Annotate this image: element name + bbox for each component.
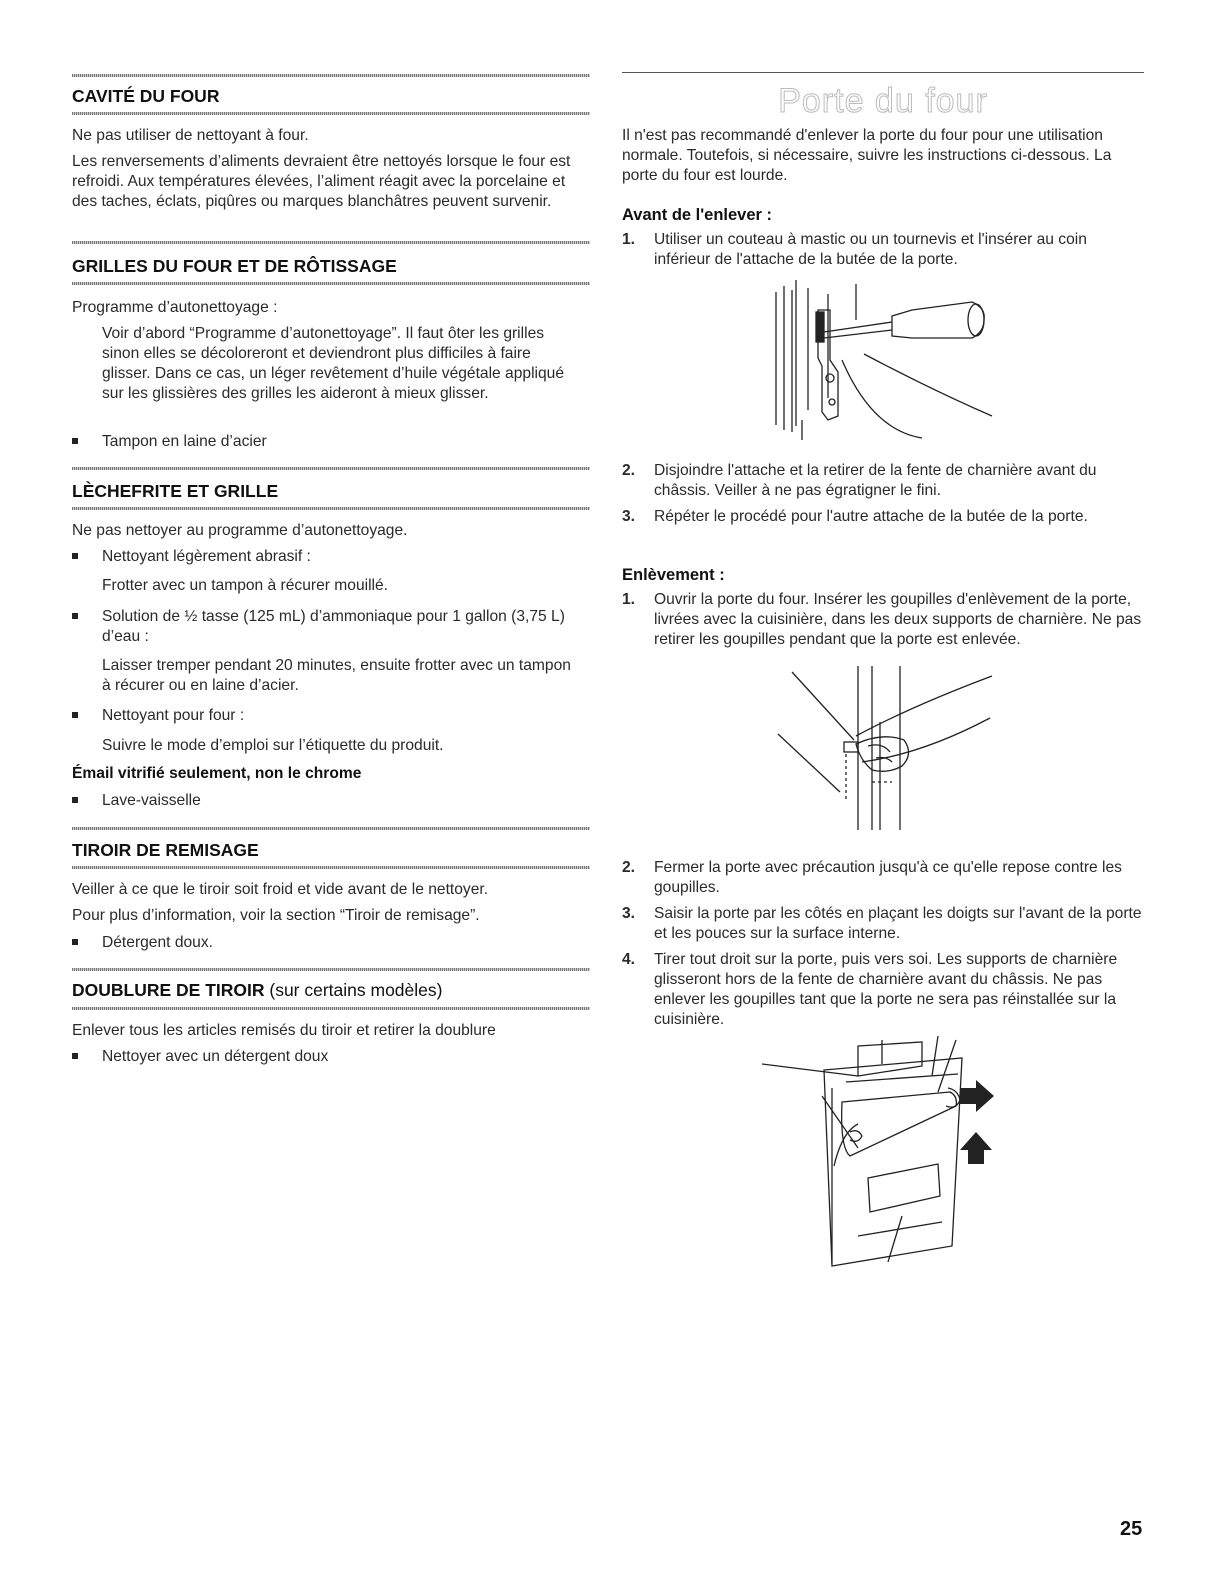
- screwdriver-insert-illustration: [772, 280, 1012, 450]
- hinge-pin-figure: [772, 662, 1002, 834]
- arrow-right-icon: [960, 1080, 994, 1112]
- section-title-lechefrite: LÈCHEFRITE ET GRILLE: [72, 481, 279, 501]
- page-title: Porte du four: [778, 82, 988, 120]
- tiroir-p2: Pour plus d’information, voir la section “Tiroir de remisage”.: [72, 907, 480, 924]
- cavite-p2: Les renversements d’aliments devraient être nettoyés lorsque le four est refroidi. Aux températures élevées, l’aliment réagit avec la porcelaine et des taches, éclats, piqûres ou marques blanchâtres peuvent survenir.: [72, 153, 571, 210]
- cavite-p1: Ne pas utiliser de nettoyant à four.: [72, 127, 309, 144]
- section-rule: [72, 112, 590, 115]
- enlevement-heading: Enlèvement :: [622, 566, 725, 584]
- section-rule: [72, 241, 590, 244]
- lechefrite-p4: Suivre le mode d’emploi sur l’étiquette du produit.: [102, 737, 444, 754]
- section-title-grilles: GRILLES DU FOUR ET DE RÔTISSAGE: [72, 256, 397, 276]
- door-removal-illustration: [762, 1036, 1002, 1270]
- bullet-icon: [72, 613, 78, 619]
- hinge-pin-illustration: [772, 662, 1002, 834]
- section-rule: [72, 1007, 590, 1010]
- section-rule: [72, 467, 590, 470]
- lechefrite-p2: Frotter avec un tampon à récurer mouillé.: [102, 577, 389, 594]
- section-title-tiroir: TIROIR DE REMISAGE: [72, 840, 259, 860]
- bullet-icon: [72, 438, 78, 444]
- bullet-icon: [72, 797, 78, 803]
- section-title-doublure: DOUBLURE DE TIROIR (sur certains modèles): [72, 980, 443, 1000]
- section-rule: [72, 866, 590, 869]
- arrow-up-icon: [960, 1132, 992, 1164]
- door-removal-figure: [762, 1036, 1002, 1270]
- section-rule: [72, 74, 590, 77]
- section-title-cavite: CAVITÉ DU FOUR: [72, 86, 220, 106]
- page-number: 25: [1120, 1518, 1143, 1540]
- screwdriver-insert-figure: [772, 280, 1012, 450]
- section-rule: [72, 827, 590, 830]
- lechefrite-subheading: Émail vitrifié seulement, non le chrome: [72, 765, 362, 782]
- section-rule: [72, 282, 590, 285]
- porte-intro: Il n'est pas recommandé d'enlever la porte du four pour une utilisation normale. Toutefois, si nécessaire, suivre les instructions ci-dessous. La porte du four est lourde.: [622, 127, 1112, 184]
- section-rule: [72, 507, 590, 510]
- section-rule: [72, 968, 590, 971]
- bullet-icon: [72, 939, 78, 945]
- tiroir-p1: Veiller à ce que le tiroir soit froid et vide avant de le nettoyer.: [72, 881, 489, 898]
- bullet-icon: [72, 712, 78, 718]
- lechefrite-p3: Laisser tremper pendant 20 minutes, ensuite frotter avec un tampon à récurer ou en laine d’acier.: [102, 657, 571, 694]
- doublure-p1: Enlever tous les articles remisés du tiroir et retirer la doublure: [72, 1022, 496, 1039]
- grilles-p1: Programme d’autonettoyage :: [72, 299, 278, 316]
- section-title-suffix: (sur certains modèles): [264, 980, 443, 1000]
- grilles-p2: Voir d’abord “Programme d’autonettoyage”. Il faut ôter les grilles sinon elles se décoloreront et deviendront plus difficiles à faire glisser. Dans ce cas, un léger revêtement d’huile végétale appliqué sur les glissières des grilles les aideront à mieux glisser.: [102, 325, 565, 402]
- bullet-icon: [72, 553, 78, 559]
- top-rule: [622, 72, 1144, 73]
- lechefrite-p1: Ne pas nettoyer au programme d’autonettoyage.: [72, 522, 408, 539]
- avant-heading: Avant de l'enlever :: [622, 206, 773, 224]
- bullet-icon: [72, 1053, 78, 1059]
